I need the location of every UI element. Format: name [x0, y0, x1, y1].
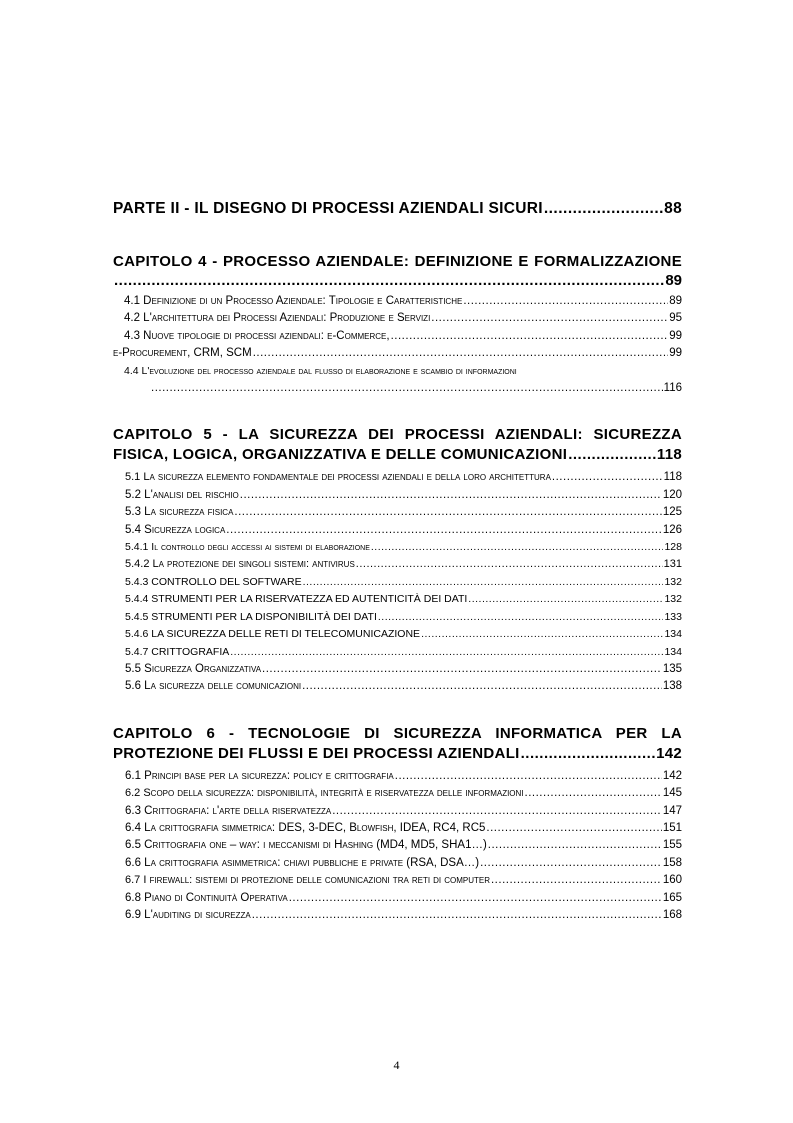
table-of-contents	[113, 200, 682, 952]
toc-entry: 6.7 I firewall: sistemi di protezione delle comunicazioni tra reti di computer ..... 160	[113, 872, 682, 889]
toc-entry: 5.4.5 STRUMENTI PER LA DISPONIBILITÀ DEI DATI ..... 133	[113, 609, 682, 626]
chapter-5-heading	[113, 425, 682, 465]
toc-entry: 5.3 La sicurezza fisica ..... 125	[113, 504, 682, 521]
toc-entry: 6.6 La crittografia asimmetrica: chiavi pubbliche e private (RSA, DSA…) ..... 158	[113, 855, 682, 872]
chapter-page: 118	[656, 446, 682, 464]
leader-dots	[568, 446, 656, 463]
toc-entry: 5.4.3 CONTROLLO DEL SOFTWARE ..... 132	[113, 574, 682, 591]
chapter-page: 142	[656, 744, 682, 762]
toc-entry: 4.3 Nuove tipologie di processi aziendali: e-Commerce, ..... 99	[113, 328, 682, 345]
chapter-page: 89	[665, 272, 682, 289]
chapter-title: CAPITOLO 4 - PROCESSO AZIENDALE: DEFINIZIONE E FORMALIZZAZIONE	[113, 253, 682, 270]
chapter-title: CAPITOLO 6 - TECNOLOGIE DI SICUREZZA INFORMATICA PER LA	[113, 724, 682, 742]
toc-entry: 5.4.7 CRITTOGRAFIA ..... 134	[113, 644, 682, 661]
part-title: PARTE II - IL DISEGNO DI PROCESSI AZIENDALI SICURI	[113, 200, 543, 217]
leader-dots	[521, 745, 655, 762]
toc-entry: 5.6 La sicurezza delle comunicazioni ..... 138	[113, 678, 682, 695]
toc-entry: 5.4.6 LA SICUREZZA DELLE RETI DI TELECOMUNICAZIONE ..... 134	[113, 626, 682, 643]
toc-entry: 6.5 Crittografia one – way: i meccanismi di Hashing (MD4, MD5, SHA1…) ..... 155	[113, 837, 682, 854]
page-number: 4	[393, 1058, 400, 1072]
toc-entry-continuation: ..... 116	[113, 380, 682, 397]
toc-entry: e-Procurement, CRM, SCM ..... 99	[113, 345, 682, 362]
chapter-title-leader: FISICA, LOGICA, ORGANIZZATIVA E DELLE COMUNICAZIONI ..... 118	[113, 445, 682, 465]
toc-entry: 6.3 Crittografia: l'arte della riservatezza ..... 147	[113, 803, 682, 820]
toc-entry: 6.8 Piano di Continuità Operativa ..... 165	[113, 890, 682, 907]
toc-entry: 6.1 Principi base per la sicurezza: policy e crittografia ..... 142	[113, 768, 682, 785]
toc-entry: 6.4 La crittografia simmetrica: DES, 3-DEC, Blowfish, IDEA, RC4, RC5 ..... 151	[113, 820, 682, 837]
toc-entry: 5.4 Sicurezza logica ..... 126	[113, 522, 682, 539]
chapter-6-heading	[113, 724, 682, 764]
chapter-5-entries	[113, 469, 682, 695]
chapter-4-heading	[113, 252, 682, 289]
toc-entry: 5.4.2 La protezione dei singoli sistemi: antivirus ..... 131	[113, 556, 682, 573]
leader-dots	[114, 272, 664, 289]
toc-entry: 5.4.1 Il controllo degli accessi ai sistemi di elaborazione ..... 128	[113, 539, 682, 556]
chapter-title: CAPITOLO 5 - LA SICUREZZA DEI PROCESSI AZIENDALI: SICUREZZA	[113, 426, 682, 444]
chapter-title-leader	[113, 272, 682, 289]
part-page: 88	[664, 200, 682, 217]
toc-entry: 6.9 L'auditing di sicurezza ..... 168	[113, 907, 682, 924]
chapter-6-entries	[113, 768, 682, 925]
chapter-4-entries	[113, 293, 682, 397]
toc-entry: 4.1 Definizione di un Processo Aziendale: Tipologie e Caratteristiche ..... 89	[113, 293, 682, 310]
toc-entry: 5.5 Sicurezza Organizzativa ..... 135	[113, 661, 682, 678]
leader-dots	[544, 200, 663, 218]
toc-entry: 5.4.4 STRUMENTI PER LA RISERVATEZZA ED AUTENTICITÀ DEI DATI ..... 132	[113, 591, 682, 608]
chapter-title-leader: PROTEZIONE DEI FLUSSI E DEI PROCESSI AZIENDALI ..... 142	[113, 744, 682, 764]
toc-entry: 6.2 Scopo della sicurezza: disponibilità, integrità e riservatezza delle informazioni ..... 145	[113, 785, 682, 802]
toc-entry: 5.2 L'analisi del rischio ..... 120	[113, 487, 682, 504]
part-heading	[113, 200, 682, 218]
toc-entry: 4.4 L'evoluzione del processo aziendale dal flusso di elaborazione e scambio di informazioni	[124, 364, 517, 377]
toc-entry: 4.2 L'architettura dei Processi Aziendali: Produzione e Servizi ..... 95	[113, 310, 682, 327]
toc-entry: 5.1 La sicurezza elemento fondamentale dei processi aziendali e della loro architettura ..... 118	[113, 469, 682, 486]
